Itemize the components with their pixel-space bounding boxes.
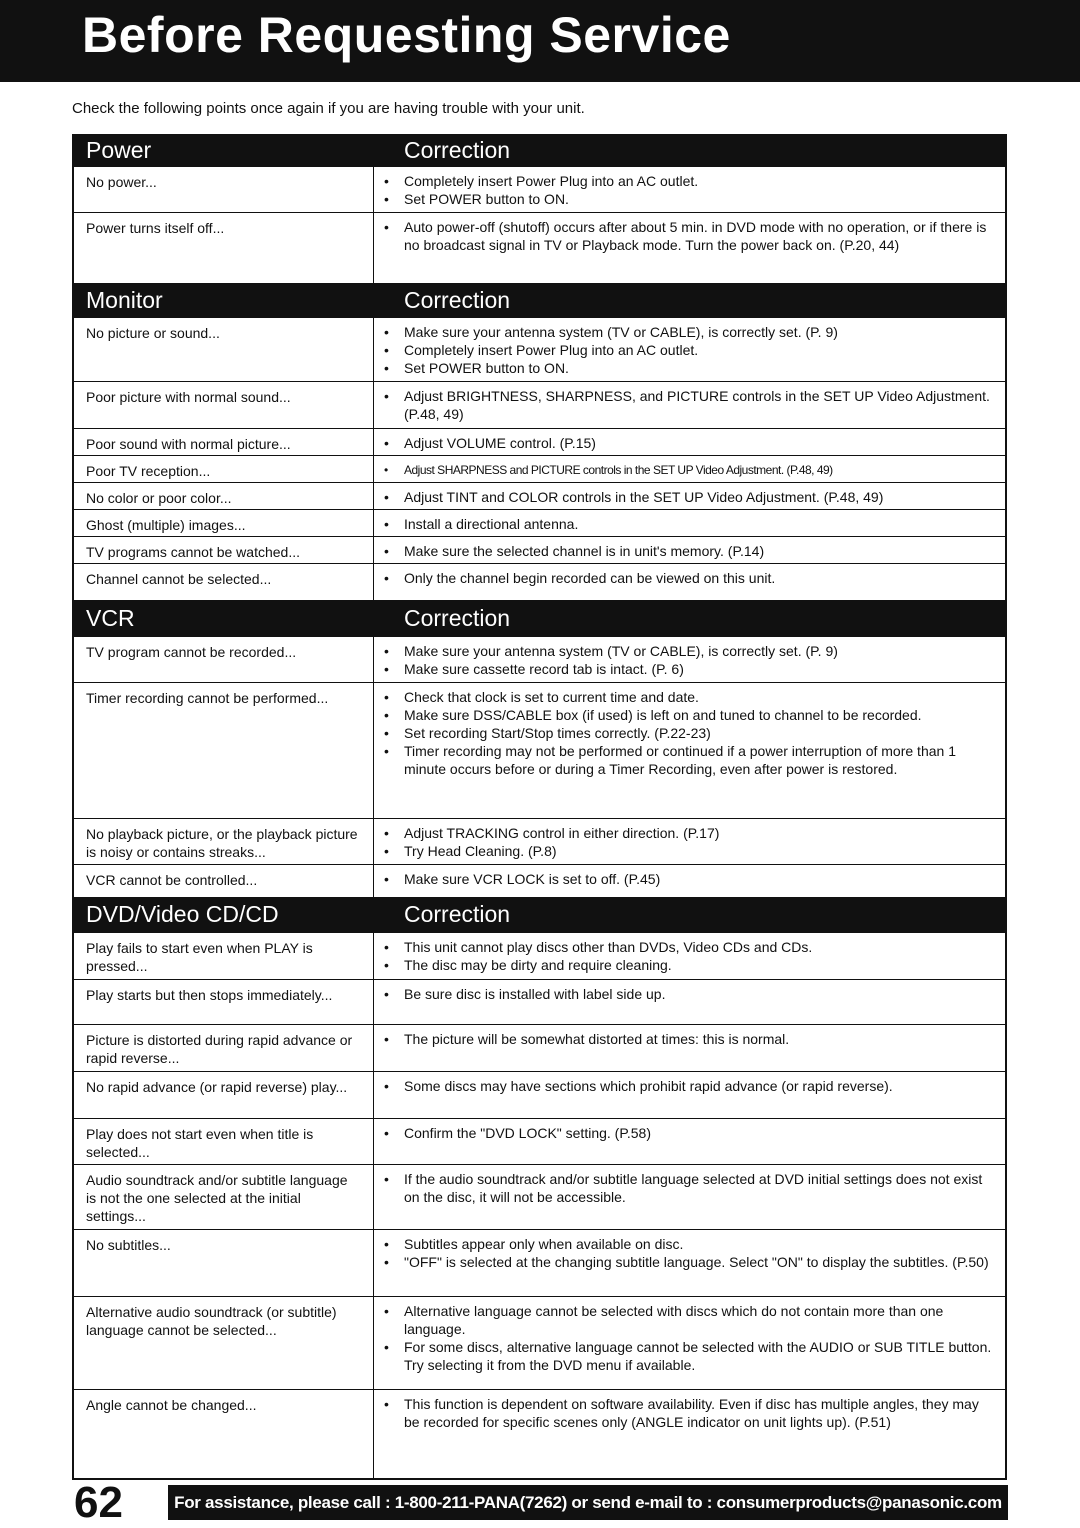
correction-cell (374, 213, 1005, 283)
correction-item: • Install a directional antenna. (382, 515, 997, 533)
correction-cell (374, 1297, 1005, 1389)
correction-cell (374, 933, 1005, 979)
correction-list (382, 461, 997, 479)
correction-item: • This unit cannot play discs other than DVDs, Video CDs and CDs. (382, 938, 997, 956)
problem-cell: Audio soundtrack and/or subtitle language is not the one selected at the initial settings... (74, 1165, 374, 1229)
correction-item: • Completely insert Power Plug into an AC outlet. (382, 172, 997, 190)
table-row (74, 381, 1005, 428)
troubleshooting-table (72, 134, 1007, 1480)
assistance-footer: For assistance, please call : 1-800-211-PANA(7262) or send e-mail to : consumerproducts@panasonic.com (168, 1485, 1008, 1520)
correction-list (382, 1395, 997, 1431)
correction-item: • Set recording Start/Stop times correctly. (P.22-23) (382, 724, 997, 742)
table-row (74, 682, 1005, 818)
problem-cell: Timer recording cannot be performed... (74, 683, 374, 818)
correction-item: • Make sure DSS/CABLE box (if used) is left on and tuned to channel to be recorded. (382, 706, 997, 724)
correction-item: • Set POWER button to ON. (382, 359, 997, 377)
correction-cell (374, 1072, 1005, 1118)
problem-cell: No rapid advance (or rapid reverse) play... (74, 1072, 374, 1118)
correction-item: • Timer recording may not be performed or continued if a power interruption of more than 1 minute occurs before or during a Timer Recording, even after power is restored. (382, 742, 997, 778)
correction-cell (374, 318, 1005, 381)
correction-item: • Alternative language cannot be selected with discs which do not contain more than one language. (382, 1302, 997, 1338)
correction-item: • Confirm the "DVD LOCK" setting. (P.58) (382, 1124, 997, 1142)
correction-list (382, 1170, 997, 1206)
table-row (74, 317, 1005, 381)
table-row (74, 212, 1005, 283)
correction-cell (374, 1025, 1005, 1071)
correction-heading: Correction (404, 136, 511, 163)
table-row (74, 563, 1005, 600)
correction-cell (374, 1165, 1005, 1229)
correction-cell (374, 483, 1005, 509)
correction-item: • Subtitles appear only when available on disc. (382, 1235, 997, 1253)
table-row (74, 1164, 1005, 1229)
table-row (74, 428, 1005, 455)
correction-heading: Correction (404, 604, 511, 631)
problem-cell: Poor picture with normal sound... (74, 382, 374, 428)
page-title: Before Requesting Service (82, 7, 731, 63)
table-row (74, 636, 1005, 682)
problem-cell: Ghost (multiple) images... (74, 510, 374, 536)
problem-cell: No subtitles... (74, 1230, 374, 1296)
correction-item: • Completely insert Power Plug into an AC outlet. (382, 341, 997, 359)
problem-cell: Poor sound with normal picture... (74, 429, 374, 455)
problem-cell: No color or poor color... (74, 483, 374, 509)
problem-cell: VCR cannot be controlled... (74, 865, 374, 897)
correction-list (382, 1235, 997, 1271)
correction-cell (374, 1119, 1005, 1164)
problem-cell: Picture is distorted during rapid advance or rapid reverse... (74, 1025, 374, 1071)
page-number: 62 (74, 1478, 123, 1527)
correction-item: • The disc may be dirty and require cleaning. (382, 956, 997, 974)
intro-text: Check the following points once again if you are having trouble with your unit. (72, 100, 585, 117)
section-heading: Power (86, 136, 152, 163)
correction-list (382, 387, 997, 423)
problem-cell: TV programs cannot be watched... (74, 537, 374, 563)
correction-list (382, 1124, 997, 1142)
correction-item: • Set POWER button to ON. (382, 190, 997, 208)
correction-cell (374, 1230, 1005, 1296)
table-row (74, 1071, 1005, 1118)
correction-list (382, 434, 997, 452)
table-row (74, 1118, 1005, 1164)
problem-cell: Play fails to start even when PLAY is pressed... (74, 933, 374, 979)
problem-cell: Poor TV reception... (74, 456, 374, 482)
correction-cell (374, 429, 1005, 455)
correction-list (382, 488, 997, 506)
correction-item: • Make sure cassette record tab is intact. (P. 6) (382, 660, 997, 678)
correction-list (382, 985, 997, 1003)
correction-cell (374, 510, 1005, 536)
correction-cell (374, 382, 1005, 428)
table-row (74, 932, 1005, 979)
section-heading: VCR (86, 604, 135, 631)
problem-cell: Play does not start even when title is selected... (74, 1119, 374, 1164)
problem-cell: TV program cannot be recorded... (74, 637, 374, 682)
correction-item: • Adjust TINT and COLOR controls in the SET UP Video Adjustment. (P.48, 49) (382, 488, 997, 506)
correction-list (382, 542, 997, 560)
problem-cell: No picture or sound... (74, 318, 374, 381)
correction-list (382, 1030, 997, 1048)
correction-item: • Make sure the selected channel is in unit's memory. (P.14) (382, 542, 997, 560)
problem-cell: Power turns itself off... (74, 213, 374, 283)
correction-list (382, 172, 997, 208)
correction-list (382, 870, 997, 888)
correction-cell (374, 683, 1005, 818)
table-row (74, 864, 1005, 897)
table-row (74, 1024, 1005, 1071)
section-header (74, 283, 1005, 317)
table-row (74, 1229, 1005, 1296)
problem-cell: Channel cannot be selected... (74, 564, 374, 600)
correction-cell (374, 456, 1005, 482)
table-row (74, 482, 1005, 509)
section-header (74, 600, 1005, 636)
correction-heading: Correction (404, 286, 511, 313)
correction-list (382, 938, 997, 974)
correction-cell (374, 637, 1005, 682)
correction-item: • Make sure VCR LOCK is set to off. (P.45) (382, 870, 997, 888)
problem-cell: Alternative audio soundtrack (or subtitle) language cannot be selected... (74, 1297, 374, 1389)
correction-item: • For some discs, alternative language cannot be selected with the AUDIO or SUB TITLE button. Try selecting it from the DVD menu if available. (382, 1338, 997, 1374)
correction-list (382, 1302, 997, 1374)
correction-list (382, 323, 997, 377)
correction-item: • Check that clock is set to current time and date. (382, 688, 997, 706)
correction-item: • Make sure your antenna system (TV or CABLE), is correctly set. (P. 9) (382, 642, 997, 660)
correction-cell (374, 819, 1005, 864)
section-header (74, 134, 1005, 166)
correction-cell (374, 980, 1005, 1024)
correction-item: • This function is dependent on software availability. Even if disc has multiple angles, they may be recorded for specific scenes only (ANGLE indicator on unit lights up). (P.51) (382, 1395, 997, 1431)
correction-item: • The picture will be somewhat distorted at times: this is normal. (382, 1030, 997, 1048)
correction-item: • Some discs may have sections which prohibit rapid advance (or rapid reverse). (382, 1077, 997, 1095)
title-bar (0, 0, 1080, 82)
correction-item: • "OFF" is selected at the changing subtitle language. Select "ON" to display the subtitles. (P.50) (382, 1253, 997, 1271)
problem-cell: No playback picture, or the playback picture is noisy or contains streaks... (74, 819, 374, 864)
section-header (74, 897, 1005, 932)
correction-list (382, 642, 997, 678)
table-row (74, 979, 1005, 1024)
correction-heading: Correction (404, 901, 511, 927)
table-row (74, 1296, 1005, 1389)
correction-list (382, 218, 997, 254)
correction-cell (374, 537, 1005, 563)
correction-cell (374, 564, 1005, 600)
correction-item: • Be sure disc is installed with label side up. (382, 985, 997, 1003)
table-row (74, 455, 1005, 482)
correction-item: • Auto power-off (shutoff) occurs after about 5 min. in DVD mode with no operation, or if there is no broadcast signal in TV or Playback mode. Turn the power back on. (P.20, 44) (382, 218, 997, 254)
correction-item: • If the audio soundtrack and/or subtitle language selected at DVD initial settings does not exist on the disc, it will not be accessible. (382, 1170, 997, 1206)
correction-item: • Adjust SHARPNESS and PICTURE controls in the SET UP Video Adjustment. (P.48, 49) (382, 461, 997, 479)
problem-cell: Angle cannot be changed... (74, 1390, 374, 1478)
correction-item: • Make sure your antenna system (TV or CABLE), is correctly set. (P. 9) (382, 323, 997, 341)
table-row (74, 536, 1005, 563)
correction-list (382, 824, 997, 860)
correction-item: • Only the channel begin recorded can be viewed on this unit. (382, 569, 997, 587)
correction-list (382, 1077, 997, 1095)
problem-cell: No power... (74, 167, 374, 212)
table-row (74, 166, 1005, 212)
correction-item: • Adjust VOLUME control. (P.15) (382, 434, 997, 452)
correction-item: • Adjust BRIGHTNESS, SHARPNESS, and PICTURE controls in the SET UP Video Adjustment. (P.48, 49) (382, 387, 997, 423)
correction-item: • Try Head Cleaning. (P.8) (382, 842, 997, 860)
section-heading: Monitor (86, 286, 163, 313)
section-heading: DVD/Video CD/CD (86, 901, 279, 927)
problem-cell: Play starts but then stops immediately... (74, 980, 374, 1024)
table-row (74, 509, 1005, 536)
correction-cell (374, 167, 1005, 212)
correction-cell (374, 865, 1005, 897)
table-row (74, 1389, 1005, 1478)
correction-list (382, 688, 997, 778)
correction-cell (374, 1390, 1005, 1478)
correction-item: • Adjust TRACKING control in either direction. (P.17) (382, 824, 997, 842)
correction-list (382, 515, 997, 533)
table-row (74, 818, 1005, 864)
correction-list (382, 569, 997, 587)
